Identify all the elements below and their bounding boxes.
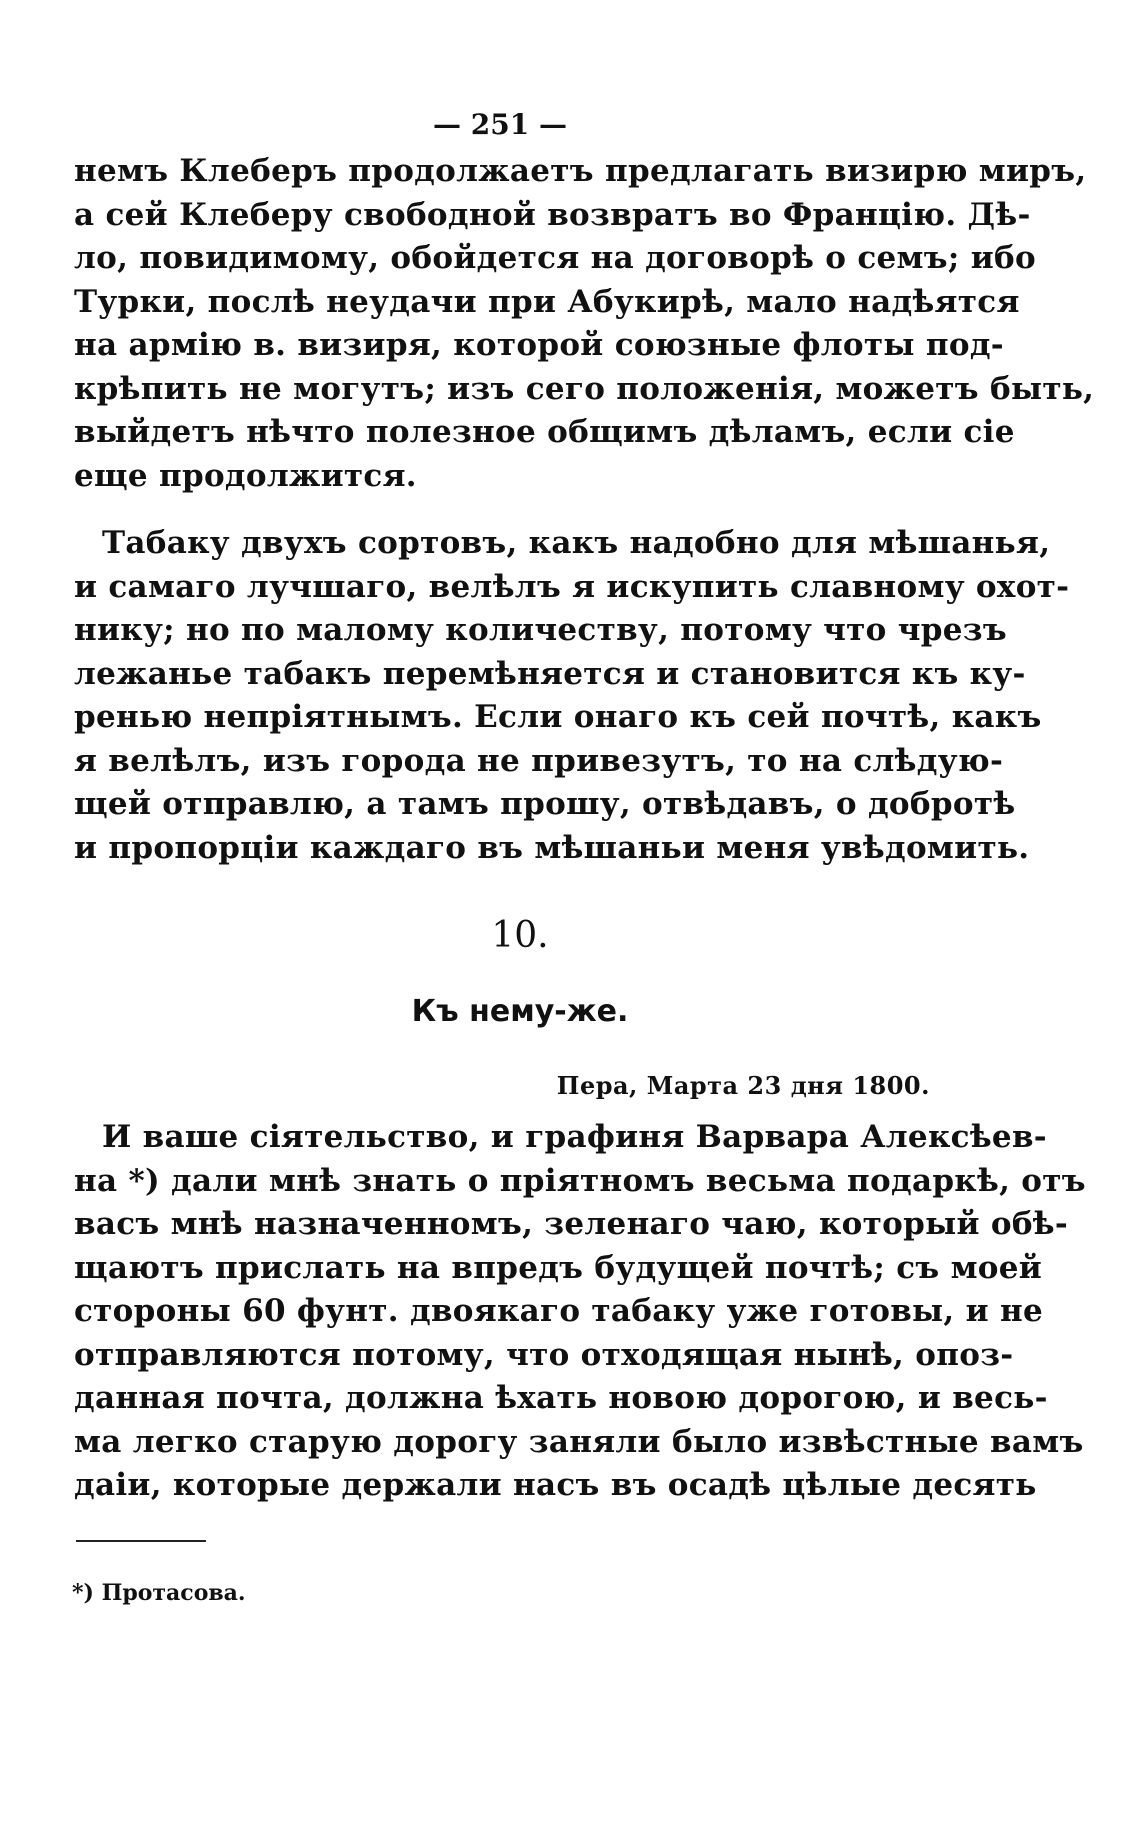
text-line: стороны 60 фунт. двоякаго табаку уже готовы, и не [74, 1293, 1044, 1329]
text-line: а сей Клеберу свободной возвратъ во Францію. Дѣ- [74, 196, 1031, 233]
text-line: и самаго лучшаго, велѣлъ я искупить славному охот- [74, 568, 1070, 605]
text-line: И ваше сіятельство, и графиня Варвара Алексѣев- [102, 1119, 1047, 1155]
text-line: даіи, которые держали насъ въ осадѣ цѣлые десять [74, 1467, 1037, 1503]
text-line: немъ Клеберъ продолжаетъ предлагать визирю миръ, [74, 153, 1087, 189]
paragraph-1 [74, 150, 1095, 498]
text-line: на *) дали мнѣ знать о пріятномъ весьма подаркѣ, отъ [74, 1162, 1086, 1199]
footnote: *) Протасова. [72, 1580, 246, 1606]
text-line: еще продолжится. [74, 457, 417, 494]
text-line: нику; но по малому количеству, потому что чрезъ [74, 612, 1007, 648]
dateline: Пера, Марта 23 дня 1800. [556, 1071, 930, 1100]
text-line: выйдетъ нѣчто полезное общимъ дѣламъ, если сіе [74, 414, 1015, 450]
text-line: ма легко старую дорогу заняли было извѣстные вамъ [74, 1423, 1084, 1460]
page-number: — 251 — [433, 108, 567, 141]
text-line: я велѣлъ, изъ города не привезутъ, то на слѣдую- [74, 742, 1004, 779]
text-line: Табаку двухъ сортовъ, какъ надобно для мѣшанья, [102, 525, 1051, 561]
text-line: на армію в. визиря, которой союзные флоты под- [74, 327, 1004, 363]
text-line: щаютъ прислать на впредъ будущей почтѣ; съ моей [74, 1249, 1043, 1286]
text-line: щей отправлю, а тамъ прошу, отвѣдавъ, о добротѣ [74, 786, 1016, 822]
text-line: васъ мнѣ назначенномъ, зеленаго чаю, который обѣ- [74, 1206, 1069, 1242]
section-number: 10. [491, 915, 549, 956]
paragraph-letter [74, 1116, 1086, 1508]
text-line: отправляются потому, что отходящая нынѣ, опоз- [74, 1336, 1014, 1373]
text-line: лежанье табакъ перемѣняется и становится къ ку- [74, 655, 1026, 692]
text-line: Турки, послѣ неудачи при Абукирѣ, мало надѣятся [74, 283, 1020, 320]
text-line: и пропорціи каждаго въ мѣшаньи меня увѣдомить. [74, 829, 1030, 866]
text-line: данная почта, должна ѣхать новою дорогою, и весь- [74, 1380, 1048, 1416]
footnote-divider [76, 1540, 206, 1542]
section-title: Къ нему-же. [411, 994, 629, 1029]
paragraph-2 [74, 522, 1070, 870]
text-line: ренью непріятнымъ. Если онаго къ сей почтѣ, какъ [74, 699, 1042, 735]
text-line: крѣпить не могутъ; изъ сего положенія, можетъ быть, [74, 370, 1095, 407]
text-line: ло, повидимому, обойдется на договорѣ о семъ; ибо [74, 240, 1036, 276]
